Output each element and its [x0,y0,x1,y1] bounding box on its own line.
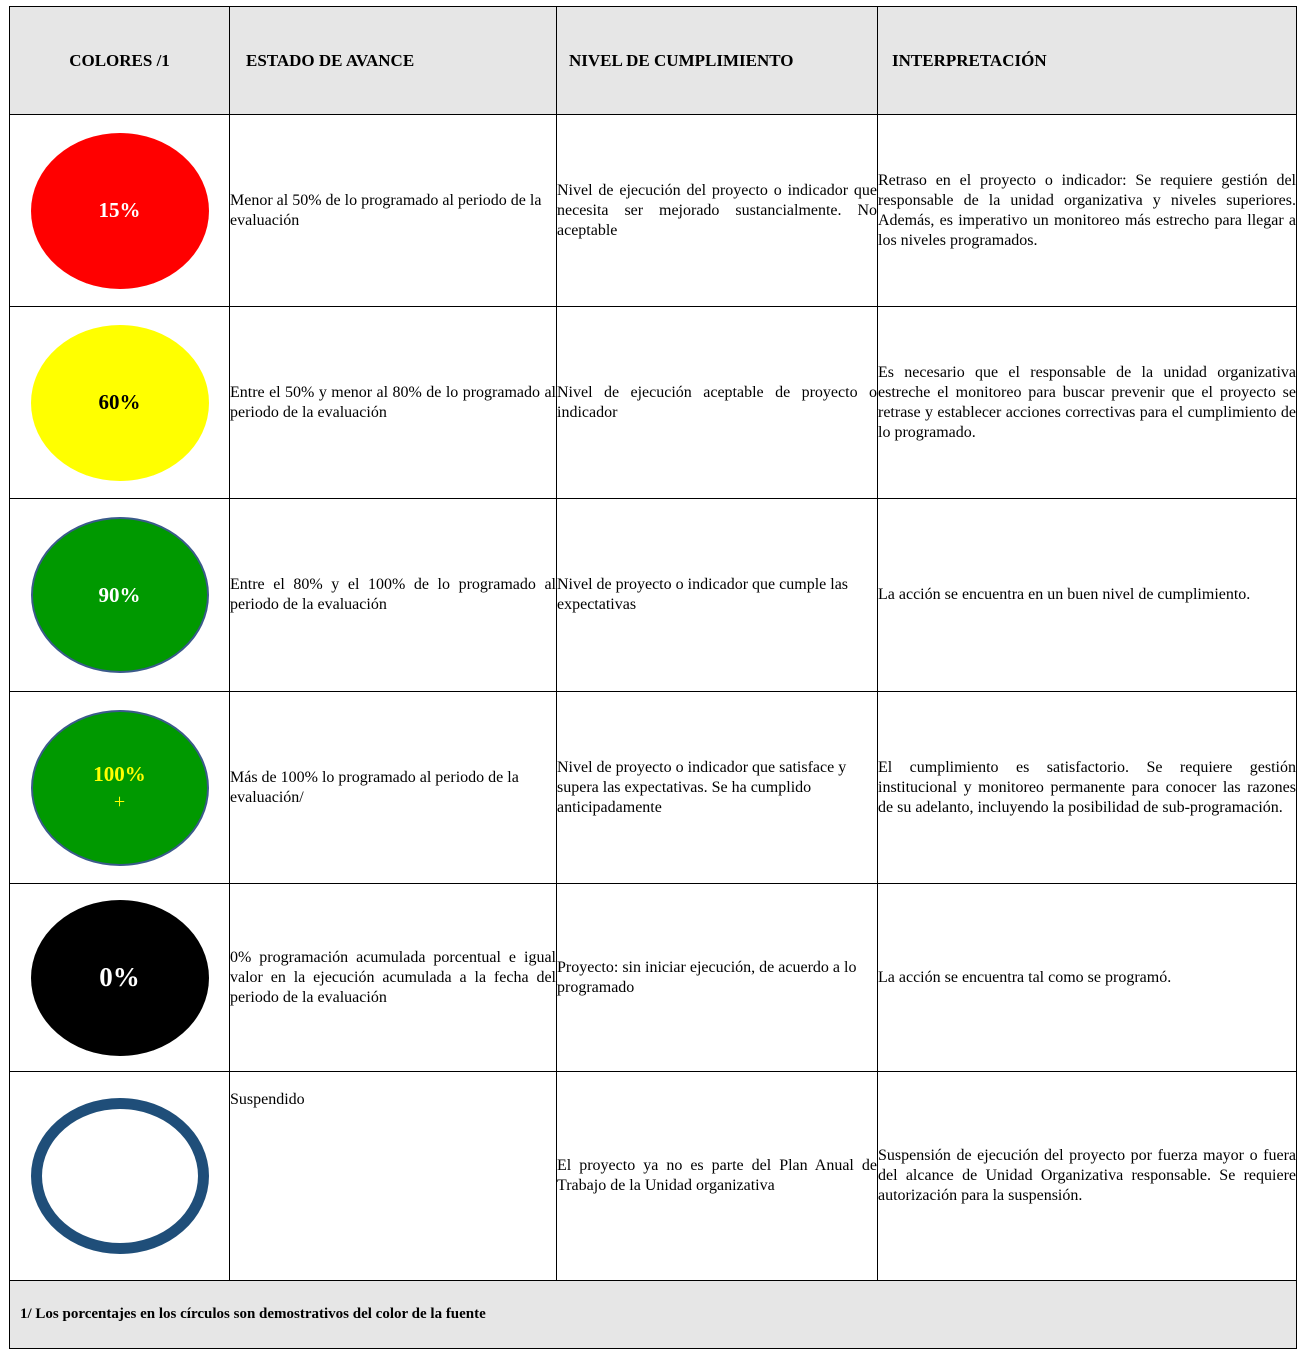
estado-cell [230,115,557,307]
nivel-text: Nivel de ejecución del proyecto o indicador que necesita ser mejorado sustancialmente. No aceptable [557,181,877,239]
interpretacion-cell [878,1072,1297,1281]
nivel-text: Nivel de ejecución aceptable de proyecto o indicador [557,383,877,421]
green-plus-circle-icon [31,710,209,866]
interpretacion-cell [878,884,1297,1072]
table-row [10,1072,1297,1281]
header-estado: ESTADO DE AVANCE [230,7,557,115]
estado-text: 0% programación acumulada porcentual e igual valor en la ejecución acumulada a la fecha del periodo de la evaluación [230,948,556,1006]
circle-sub-label: + [113,790,126,813]
nivel-cell [557,115,878,307]
table-row [10,115,1297,307]
interpretacion-text: La acción se encuentra en un buen nivel de cumplimiento. [878,586,1251,603]
interpretacion-text: El cumplimiento es satisfactorio. Se requiere gestión institucional y monitoreo permanente para conocer las razones de su adelanto, incluyendo la posibilidad de sub-programación. [878,758,1296,816]
color-cell [10,115,230,307]
estado-text: Entre el 80% y el 100% de lo programado al periodo de la evaluación [230,576,556,613]
nivel-cell [557,884,878,1072]
interpretacion-cell [878,692,1297,884]
estado-text: Entre el 50% y menor al 80% de lo programado al periodo de la evaluación [230,383,556,421]
circle-label: 15% [98,198,141,222]
estado-text: Más de 100% lo programado al periodo de la evaluación/ [230,768,519,806]
nivel-cell [557,499,878,692]
nivel-text: Proyecto: sin iniciar ejecución, de acuerdo a lo programado [557,958,857,996]
estado-text: Menor al 50% de lo programado al periodo de la evaluación [230,191,542,229]
circle-label: 90% [98,582,141,607]
header-colores: COLORES /1 [10,7,230,115]
circle-label: 60% [98,390,141,414]
nivel-text: Nivel de proyecto o indicador que cumple las expectativas [557,576,849,613]
color-cell [10,884,230,1072]
circle-label: 0% [99,962,140,992]
circle-label: 100% [93,761,146,786]
color-cell [10,692,230,884]
estado-text: Suspendido [230,1091,305,1108]
hollow-ring-icon [31,1098,209,1254]
table-row [10,884,1297,1072]
estado-cell [230,307,557,499]
color-cell [10,307,230,499]
table-row [10,307,1297,499]
footnote: 1/ Los porcentajes en los círculos son demostrativos del color de la fuente [10,1281,1297,1349]
estado-cell [230,1072,557,1281]
header-nivel: NIVEL DE CUMPLIMIENTO [557,7,878,115]
color-cell [10,1072,230,1281]
estado-cell [230,499,557,692]
yellow-circle-icon [31,325,209,481]
interpretacion-cell [878,499,1297,692]
estado-cell [230,692,557,884]
interpretacion-cell [878,115,1297,307]
nivel-cell [557,692,878,884]
interpretacion-text: Es necesario que el responsable de la unidad organizativa estreche el monitoreo para buscar prevenir que el proyecto se retrase y establecer acciones correctivas para el cumplimiento de lo programado. [878,363,1296,441]
interpretacion-cell [878,307,1297,499]
interpretacion-text: Retraso en el proyecto o indicador: Se requiere gestión del responsable de la unidad organizativa y niveles superiores. Además, es imperativo un monitoreo más estrecho para llegar a los niveles programados. [878,171,1296,249]
estado-cell [230,884,557,1072]
color-cell [10,499,230,692]
nivel-text: El proyecto ya no es parte del Plan Anual de Trabajo de la Unidad organizativa [557,1157,877,1194]
header-interpretacion: INTERPRETACIÓN [878,7,1297,115]
header-row [10,7,1297,115]
interpretacion-text: La acción se encuentra tal como se programó. [878,968,1172,986]
red-circle-icon [31,133,209,289]
footnote-row [10,1281,1297,1349]
traffic-light-legend-table [9,6,1297,1349]
nivel-text: Nivel de proyecto o indicador que satisface y supera las expectativas. Se ha cumplido anticipadamente [557,758,847,816]
nivel-cell [557,307,878,499]
nivel-cell [557,1072,878,1281]
black-circle-icon [31,900,209,1056]
table-row [10,499,1297,692]
interpretacion-text: Suspensión de ejecución del proyecto por fuerza mayor o fuera del alcance de Unidad Organizativa responsable. Se requiere autorización para la suspensión. [878,1147,1296,1204]
green-circle-icon [31,517,209,673]
table-row [10,692,1297,884]
